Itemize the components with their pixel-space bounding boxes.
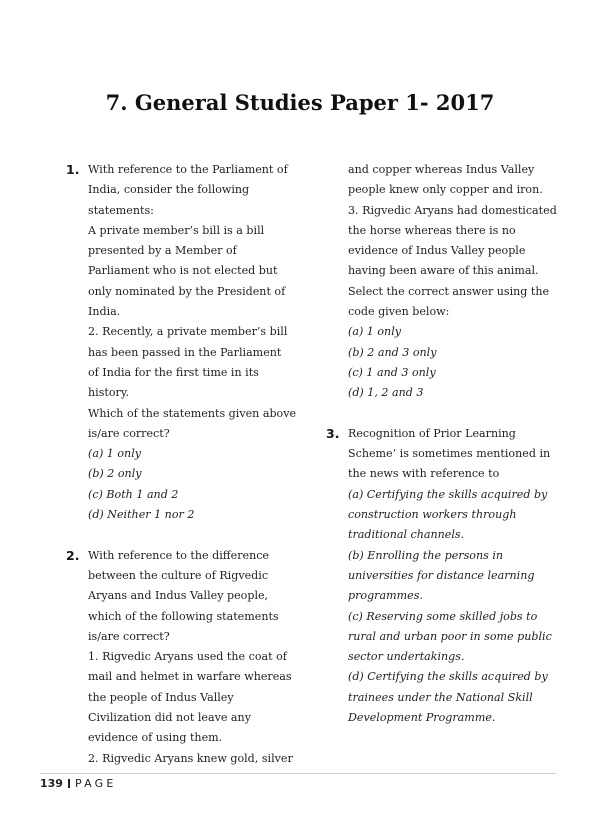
question-line: evidence of Indus Valley people	[348, 244, 526, 258]
question-line: statements:	[88, 203, 154, 217]
question-line: 3. Rigvedic Aryans had domesticated	[348, 203, 557, 217]
question-line: history.	[88, 386, 130, 400]
question-line: of India for the first time in its	[88, 365, 259, 379]
question-1	[66, 160, 297, 525]
answer-option: programmes.	[348, 589, 423, 603]
question-line: Aryans and Indus Valley people,	[88, 589, 269, 603]
answer-option: (c) 1 and 3 only	[348, 365, 436, 379]
question-line: evidence of using them.	[88, 731, 223, 745]
page-footer	[40, 776, 117, 792]
answer-option: (d) Certifying the skills acquired by	[348, 670, 548, 684]
answer-option: (a) Certifying the skills acquired by	[348, 487, 548, 501]
answer-option: (d) Neither 1 nor 2	[88, 508, 195, 522]
question-spacer	[66, 525, 286, 545]
question-line: the news with reference to	[348, 467, 500, 481]
page-number: 139	[40, 777, 63, 790]
question-line: having been aware of this animal.	[348, 264, 539, 278]
answer-option: Development Programme.	[348, 711, 496, 725]
question-text	[348, 424, 552, 728]
question-line: only nominated by the President of	[88, 284, 286, 298]
question-line: between the culture of Rigvedic	[88, 568, 269, 582]
question-line: Which of the statements given above	[88, 406, 297, 420]
question-line: 2. Recently, a private member’s bill	[88, 325, 288, 339]
question-spacer	[326, 404, 546, 424]
question-line: Scheme’ is sometimes mentioned in	[348, 447, 551, 461]
question-line: is/are correct?	[88, 426, 170, 440]
answer-option: (c) Reserving some skilled jobs to	[348, 609, 538, 623]
question-number: 3.	[326, 425, 340, 441]
page-label: PAGE	[74, 777, 117, 790]
footer-separator	[68, 779, 70, 788]
question-line: has been passed in the Parliament	[88, 345, 282, 359]
question-line: people knew only copper and iron.	[348, 183, 543, 197]
question-text	[88, 160, 297, 525]
answer-option: (b) 2 only	[88, 467, 142, 481]
question-line: which of the following statements	[88, 609, 279, 623]
question-line: mail and helmet in warfare whereas	[88, 670, 292, 684]
answer-option: trainees under the National Skill	[348, 690, 533, 704]
answer-option: construction workers through	[348, 508, 517, 522]
answer-option: rural and urban poor in some public	[348, 629, 552, 643]
question-line: India.	[88, 305, 121, 319]
answer-option: (a) 1 only	[348, 325, 402, 339]
question-line: 2. Rigvedic Aryans knew gold, silver	[88, 751, 293, 765]
answer-option: (c) Both 1 and 2	[88, 487, 179, 501]
question-line: A private member’s bill is a bill	[88, 223, 265, 237]
question-2-continued	[326, 160, 557, 404]
page-title: 7. General Studies Paper 1- 2017	[105, 90, 495, 115]
answer-option: traditional channels.	[348, 528, 465, 542]
answer-option: (b) Enrolling the persons in	[348, 548, 504, 562]
answer-option: (b) 2 and 3 only	[348, 345, 437, 359]
question-3	[326, 424, 552, 728]
question-number: 1.	[66, 162, 80, 177]
footer-divider	[40, 773, 556, 774]
question-text	[348, 160, 557, 404]
question-text	[88, 546, 293, 769]
question-line: With reference to the Parliament of	[88, 163, 288, 176]
right-column	[326, 160, 557, 728]
question-line: Recognition of Prior Learning	[348, 426, 516, 440]
question-line: is/are correct?	[88, 629, 170, 643]
question-line: Select the correct answer using the	[348, 284, 550, 298]
answer-option: sector undertakings.	[348, 650, 465, 664]
answer-option: (a) 1 only	[88, 447, 142, 461]
question-line: India, consider the following	[88, 183, 250, 197]
question-line: Parliament who is not elected but	[88, 264, 278, 278]
question-line: 1. Rigvedic Aryans used the coat of	[88, 650, 287, 664]
question-number: 2.	[66, 547, 80, 563]
question-line: With reference to the difference	[88, 548, 269, 562]
left-column	[66, 160, 297, 769]
answer-option: (d) 1, 2 and 3	[348, 386, 424, 400]
question-line: the horse whereas there is no	[348, 223, 516, 237]
question-line: and copper whereas Indus Valley	[348, 163, 535, 176]
question-2	[66, 546, 293, 769]
question-line: code given below:	[348, 305, 450, 319]
question-line: presented by a Member of	[88, 244, 237, 258]
question-line: Civilization did not leave any	[88, 711, 251, 725]
answer-option: universities for distance learning	[348, 568, 535, 582]
question-line: the people of Indus Valley	[88, 690, 234, 704]
